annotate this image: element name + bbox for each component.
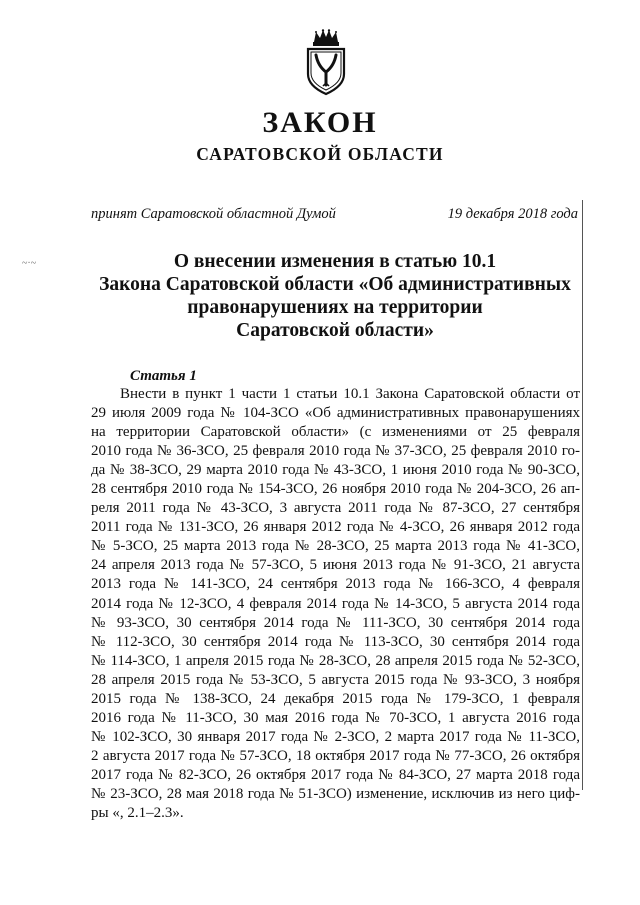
scan-artifact: ~·~ [22,258,37,269]
region-title: САРАТОВСКОЙ ОБЛАСТИ [196,144,444,164]
body-line: 2014 года № 12-ЗСО, 4 февраля 2014 года № 14-ЗСО, 5 августа 2014 года [91,595,580,612]
body-line: 2010 года № 36-ЗСО, 25 февраля 2010 года № 37-ЗСО, 25 февраля 2010 го- [91,443,580,460]
body-line: ры «, 2.1–2.3». [91,805,184,822]
body-line: 2017 года № 82-ЗСО, 26 октября 2017 года № 84-ЗСО, 27 марта 2018 года [91,766,580,783]
heading-line: правонарушениях на территории [187,297,483,318]
body-line: № 5-ЗСО, 25 марта 2013 года № 28-ЗСО, 25 марта 2013 года № 41-ЗСО, [91,538,580,555]
article-body [91,385,580,823]
law-heading [90,250,580,342]
adopted-by: принят Саратовской областной Думой [91,206,336,222]
body-line: 2011 года № 131-ЗСО, 26 января 2012 года № 4-ЗСО, 26 января 2012 года [91,519,580,536]
body-line: да № 38-ЗСО, 29 марта 2010 года № 43-ЗСО, 1 июня 2010 года № 90-ЗСО, [91,462,580,479]
law-title: ЗАКОН [262,106,378,139]
heading-line: Закона Саратовской области «Об административных [99,274,571,295]
body-line: 29 июля 2009 года № 104-ЗСО «Об административных правонарушениях [91,405,580,422]
scan-edge-line [582,200,583,790]
body-line: № 114-ЗСО, 1 апреля 2015 года № 28-ЗСО, 28 апреля 2015 года № 52-ЗСО, [91,652,580,669]
coat-of-arms-icon [303,28,349,96]
body-line: 24 апреля 2013 года № 57-ЗСО, 5 июня 2013 года № 91-ЗСО, 21 августа [91,557,580,574]
body-line: 2016 года № 11-ЗСО, 30 мая 2016 года № 70-ЗСО, 1 августа 2016 года [91,709,580,726]
body-line: № 23-ЗСО, 28 мая 2018 года № 51-ЗСО) изменение, исключив из него циф- [91,785,580,802]
body-line: № 112-ЗСО, 30 сентября 2014 года № 113-ЗСО, 30 сентября 2014 года [91,633,580,650]
body-line: на территории Саратовской области» (с изменениями от 25 февраля [91,424,580,441]
body-line: 2 августа 2017 года № 57-ЗСО, 18 октября 2017 года № 77-ЗСО, 26 октября [91,747,580,764]
adoption-date: 19 декабря 2018 года [447,206,578,222]
heading-line: О внесении изменения в статью 10.1 [173,251,497,272]
body-line: 28 сентября 2010 года № 154-ЗСО, 26 ноября 2010 года № 204-ЗСО, 26 ап- [91,481,580,498]
heading-line: Саратовской области» [236,320,434,341]
body-line: реля 2011 года № 43-ЗСО, 3 августа 2011 года № 87-ЗСО, 27 сентября [91,500,580,517]
body-line: № 102-ЗСО, 30 января 2017 года № 2-ЗСО, 2 марта 2017 года № 11-ЗСО, [91,728,580,745]
body-line: 2013 года № 141-ЗСО, 24 сентября 2013 года № 166-ЗСО, 4 февраля [91,576,580,593]
body-line: 2015 года № 138-ЗСО, 24 декабря 2015 года № 179-ЗСО, 1 февраля [91,690,580,707]
body-line: № 93-ЗСО, 30 сентября 2014 года № 111-ЗСО, 30 сентября 2014 года [91,614,580,631]
body-line: Внести в пункт 1 части 1 статьи 10.1 Закона Саратовской области от [120,386,580,402]
body-line: 28 апреля 2015 года № 53-ЗСО, 5 августа 2015 года № 93-ЗСО, 3 ноября [91,671,580,688]
article-label: Статья 1 [130,368,197,384]
